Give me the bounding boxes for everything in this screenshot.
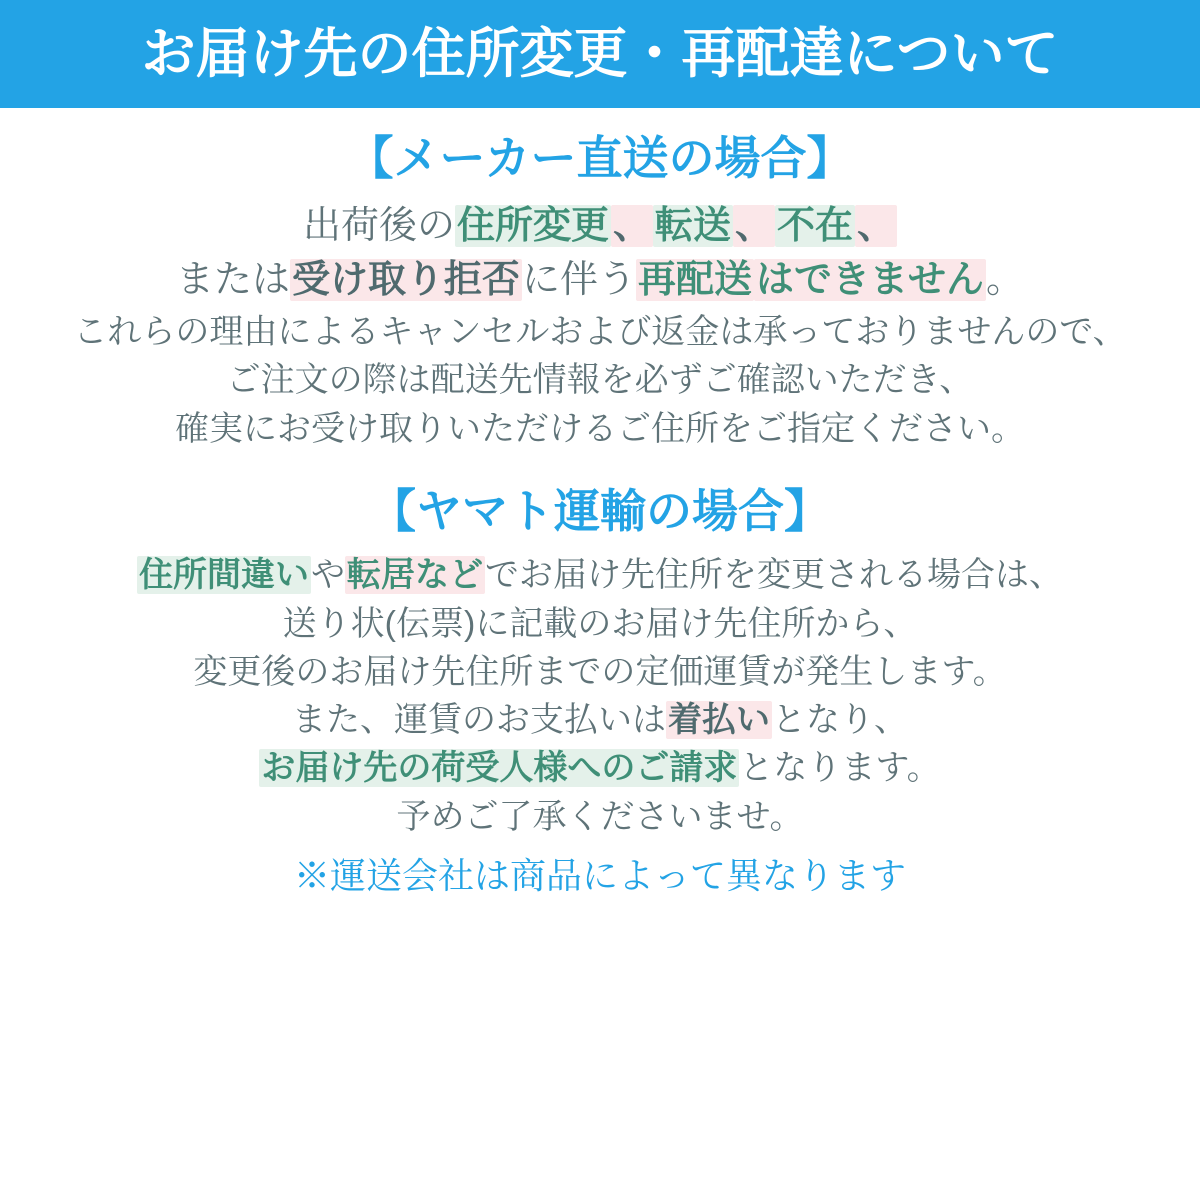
highlight-segment: 不在	[777, 205, 854, 248]
notice-line	[12, 793, 1188, 841]
highlight-segment: 転居など	[347, 556, 483, 595]
highlight-segment: 住所間違い	[139, 556, 309, 595]
text-segment: または	[175, 259, 290, 302]
highlight-segment: お届け先の荷受人様へのご請求	[261, 749, 738, 788]
notice-line	[12, 200, 1188, 254]
notice-line	[12, 356, 1188, 404]
text-segment: に伴う	[521, 259, 636, 302]
highlight-segment: 受け取り拒否	[291, 259, 520, 302]
notice-line	[12, 744, 1188, 792]
highlight-segment: 再配送	[638, 259, 753, 302]
highlight-segment: 、	[735, 205, 774, 248]
text-segment: となり、	[772, 701, 908, 740]
text-segment: ご注文の際は配送先情報を必ずご確認いただき、	[226, 361, 974, 400]
text-segment: 送り状(伝票)に記載のお届け先住所から、	[282, 604, 918, 643]
footnote: ※運送会社は商品によって異なります	[293, 854, 906, 896]
section-heading-maker-direct: 【メーカー直送の場合】	[347, 132, 853, 184]
text-segment: や	[311, 556, 345, 595]
notice-line	[12, 600, 1188, 648]
section-body-yamato	[12, 551, 1188, 841]
highlight-segment: 、	[857, 205, 896, 248]
text-segment: 予めご了承くださいませ。	[396, 797, 804, 836]
text-segment: 確実にお受け取りいただけるご住所をご指定ください。	[175, 409, 1025, 448]
highlight-segment: 着払い	[668, 701, 770, 740]
notice-content	[0, 134, 1200, 900]
highlight-segment: はできません	[756, 259, 985, 302]
notice-line	[12, 551, 1188, 599]
section-body-maker-direct	[12, 200, 1188, 453]
text-segment: 。	[986, 259, 1025, 302]
text-segment: でお届け先住所を変更される場合は、	[485, 556, 1063, 595]
text-segment: 出荷後の	[302, 205, 455, 248]
text-segment: となります。	[739, 749, 941, 788]
notice-line	[12, 405, 1188, 453]
text-segment: 変更後のお届け先住所までの定価運賃が発生します。	[193, 652, 1007, 691]
text-segment: これらの理由によるキャンセルおよび返金は承っておりませんので、	[73, 313, 1127, 352]
page-title: お届け先の住所変更・再配達について	[141, 24, 1059, 84]
notice-line	[12, 648, 1188, 696]
text-segment: また、運賃のお支払いは	[292, 701, 666, 740]
page-header	[0, 0, 1200, 108]
highlight-segment: 住所変更	[456, 205, 609, 248]
section-heading-yamato: 【ヤマト運輸の場合】	[370, 485, 830, 537]
notice-line	[12, 254, 1188, 308]
highlight-segment: 、	[612, 205, 651, 248]
highlight-segment: 転送	[654, 205, 731, 248]
notice-line	[12, 696, 1188, 744]
notice-line	[12, 308, 1188, 356]
